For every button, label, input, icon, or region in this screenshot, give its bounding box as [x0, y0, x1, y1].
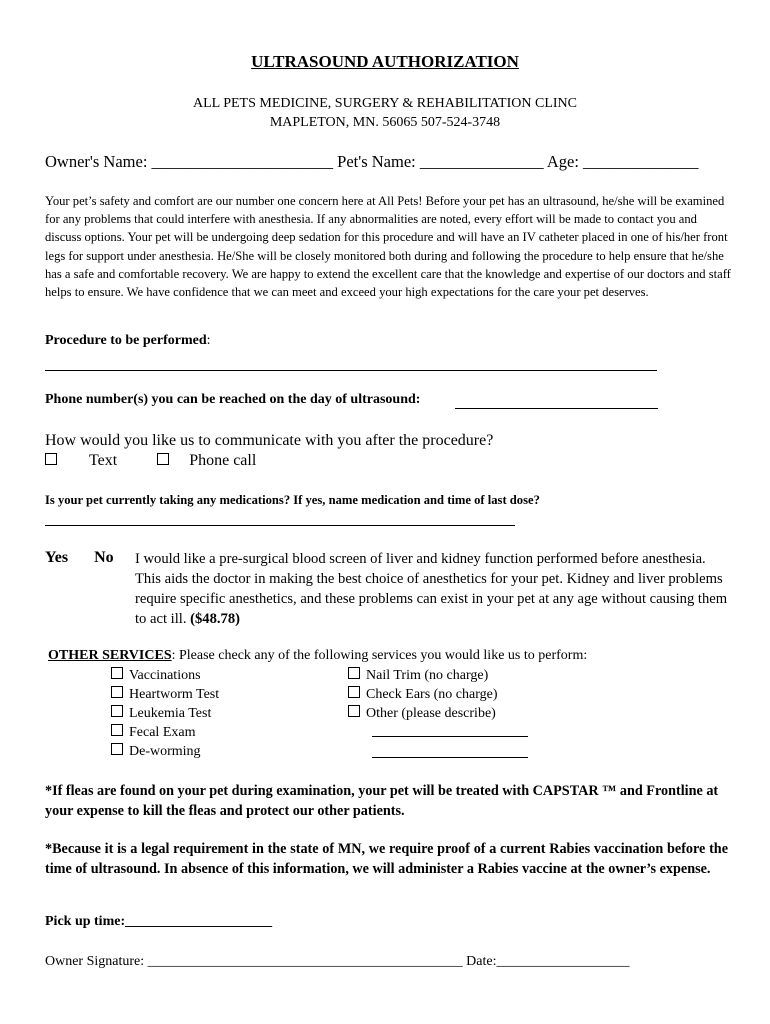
yes-option[interactable]: Yes	[45, 549, 69, 566]
intro-paragraph: Your pet’s safety and comfort are our number one concern here at All Pets! Before your pet has an ultrasound, he/she will be examined for any problems that could interfere with anesthesia. If any abnormalities are noted, every effort will be made to contact you and discuss options. Your pet will be undergoing deep sedation for this procedure and will have an IV catheter placed in one of his/her front legs for support under anesthesia. He/She will be closely monitored both during and following the procedure to help ensure that he/she has a safe and comfortable recovery. We are happy to extend the excellent care that the knowledge and expertise of our doctors and staff helps to ensure. We have confidence that we can meet and exceed your high expectations for the care your pet deserves.	[45, 194, 731, 300]
communication-options	[45, 452, 256, 470]
no-option[interactable]: No	[94, 549, 114, 566]
medications-field[interactable]	[45, 525, 515, 526]
clinic-name: ALL PETS MEDICINE, SURGERY & REHABILITATION CLINC	[193, 96, 577, 111]
communication-question: How would you like us to communicate with you after the procedure?	[45, 432, 494, 449]
service-label: Check Ears (no charge)	[366, 687, 498, 702]
other-services-title: OTHER SERVICES	[48, 648, 172, 663]
pet-name-label: Pet's Name:	[337, 152, 416, 171]
service-vaccinations[interactable]	[111, 666, 219, 685]
phone-label: Phone number(s) you can be reached on the day of ultrasound:	[45, 392, 421, 407]
services-column-1	[111, 666, 219, 761]
service-label: Fecal Exam	[129, 725, 196, 740]
other-services-header	[48, 648, 587, 664]
procedure-label: Procedure to be performed	[45, 333, 207, 348]
pickup-field[interactable]: _____________________	[125, 914, 273, 929]
signature-field[interactable]: _____________________________________________	[147, 954, 463, 969]
blood-screen-price: ($48.78)	[190, 611, 240, 627]
service-label: De-worming	[129, 744, 201, 759]
service-label: Heartworm Test	[129, 687, 220, 702]
service-label: Leukemia Test	[129, 706, 212, 721]
checkbox[interactable]	[348, 705, 360, 717]
pet-name-field[interactable]: _______________	[419, 152, 544, 171]
phone-field[interactable]	[455, 408, 658, 409]
pickup-time	[45, 914, 272, 930]
other-describe-field-2[interactable]	[372, 757, 528, 758]
blood-screen-text	[135, 549, 735, 629]
rabies-notice: *Because it is a legal requirement in the state of MN, we require proof of a current Rabies vaccination before the time of ultrasound. In absence of this information, we will administer a Rabies vaccine at the owner’s expense.	[45, 841, 728, 877]
service-label: Other (please describe)	[366, 706, 496, 721]
date-field[interactable]: ___________________	[496, 954, 630, 969]
blood-screen-description: I would like a pre-surgical blood screen of liver and kidney function performed before anesthesia. This aids the doctor in making the best choice of anesthetics for your pet. Kidney and liver problems require specific anesthetics, and these problems can exist in your pet at any age without causing them to act ill.	[135, 551, 728, 627]
pickup-label: Pick up time:	[45, 914, 126, 929]
phone-call-option-label: Phone call	[189, 452, 257, 469]
age-label: Age:	[546, 152, 579, 171]
service-nail-trim[interactable]	[348, 666, 498, 685]
checkbox[interactable]	[111, 743, 123, 755]
service-leukemia-test[interactable]	[111, 704, 219, 723]
document-title: ULTRASOUND AUTHORIZATION	[251, 52, 519, 71]
owner-name-label: Owner's Name:	[45, 152, 148, 171]
service-heartworm-test[interactable]	[111, 685, 219, 704]
checkbox[interactable]	[111, 667, 123, 679]
service-label: Nail Trim (no charge)	[366, 668, 489, 683]
checkbox[interactable]	[111, 705, 123, 717]
checkbox[interactable]	[348, 667, 360, 679]
phone-section	[45, 392, 420, 408]
age-field[interactable]: ______________	[583, 152, 699, 171]
fleas-notice: *If fleas are found on your pet during examination, your pet will be treated with CAPSTAR ™ and Frontline at your expense to kill the fleas and protect our other patients.	[45, 783, 719, 819]
clinic-header	[0, 94, 770, 132]
text-checkbox[interactable]	[45, 453, 57, 465]
signature-label: Owner Signature:	[45, 954, 145, 969]
checkbox[interactable]	[111, 686, 123, 698]
clinic-address: MAPLETON, MN. 56065 507-524-3748	[269, 115, 501, 130]
service-other[interactable]	[348, 704, 498, 723]
phone-call-checkbox[interactable]	[157, 453, 169, 465]
other-describe-field-1[interactable]	[372, 736, 528, 737]
procedure-field[interactable]	[45, 370, 657, 371]
owner-info-line	[45, 152, 699, 172]
date-label: Date:	[466, 954, 497, 969]
service-check-ears[interactable]	[348, 685, 498, 704]
service-fecal-exam[interactable]	[111, 723, 219, 742]
procedure-section	[45, 333, 211, 349]
checkbox[interactable]	[111, 724, 123, 736]
medications-question: Is your pet currently taking any medications? If yes, name medication and time of last dose?	[45, 493, 540, 507]
procedure-colon: :	[206, 333, 211, 348]
other-services-instruction: : Please check any of the following services you would like us to perform:	[171, 648, 588, 663]
services-column-2	[348, 666, 498, 723]
service-de-worming[interactable]	[111, 742, 219, 761]
text-option-label: Text	[89, 452, 118, 469]
signature-line	[45, 954, 629, 970]
checkbox[interactable]	[348, 686, 360, 698]
service-label: Vaccinations	[129, 668, 201, 683]
blood-screen-choice	[45, 549, 114, 567]
owner-name-field[interactable]: ______________________	[151, 152, 334, 171]
